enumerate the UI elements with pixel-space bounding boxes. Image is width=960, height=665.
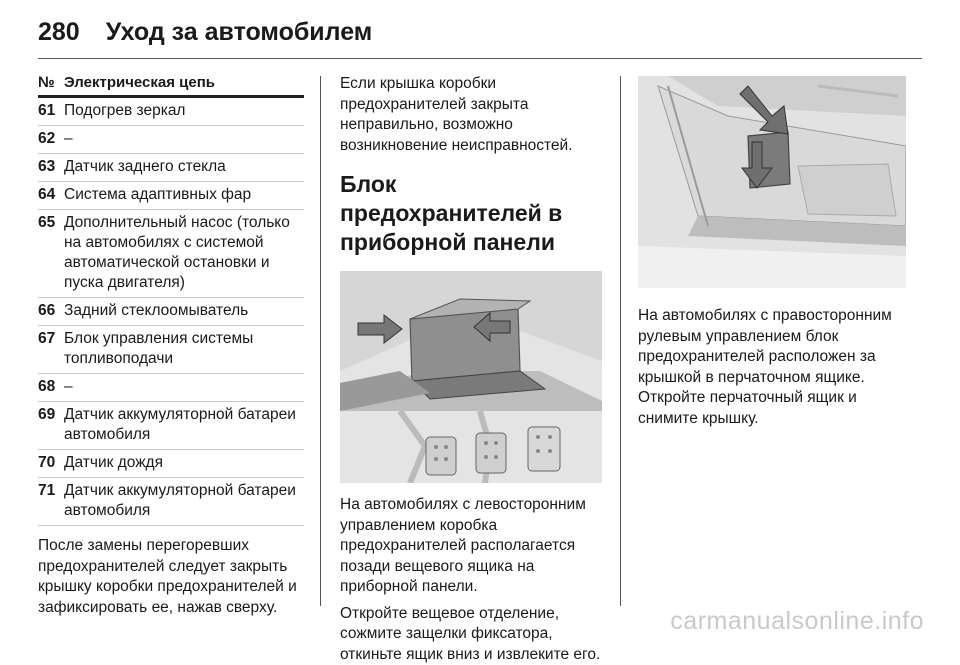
column-left [38,74,304,618]
section-heading: Блок предохранителей в приборной панели [340,170,602,257]
circuit-name: Датчик аккумуляторной батареи автомобиля [64,481,304,521]
page-number: 280 [38,18,80,47]
table-row [38,374,304,402]
circuit-name: Датчик дождя [64,453,304,473]
table-header-circuit: Электрическая цепь [64,74,215,91]
warning-paragraph: Если крышка коробки предохранителей закрыта неправильно, возможно возникновение неисправностей. [340,74,602,156]
table-row [38,298,304,326]
fuse-number: 67 [38,329,64,369]
lhd-fuse-box-illustration [340,271,602,483]
fuse-number: 69 [38,405,64,445]
circuit-name: Датчик заднего стекла [64,157,304,177]
table-row [38,126,304,154]
glovebox-drawing [638,76,906,288]
fuse-number: 66 [38,301,64,321]
table-row [38,478,304,526]
circuit-name: Дополнительный насос (только на автомобилях с системой автоматической остановки и пуска двигателя) [64,213,304,293]
column-middle [340,74,602,665]
column-divider [320,76,321,606]
fuse-number: 65 [38,213,64,293]
rhd-fuse-box-illustration [638,76,906,288]
column-right [638,76,906,429]
fuse-number: 64 [38,185,64,205]
header-divider [38,58,922,59]
table-header-number: № [38,74,64,91]
fuse-table-body [38,98,304,526]
fuse-number: 70 [38,453,64,473]
table-row [38,154,304,182]
table-row [38,450,304,478]
rhd-description: На автомобилях с правосторонним рулевым управлением блок предохранителей расположен за крышкой в перчаточном ящике. Откройте перчаточный ящик и снимите крышку. [638,306,906,429]
circuit-name: Датчик аккумуляторной батареи автомобиля [64,405,304,445]
fuse-number: 62 [38,129,64,149]
table-row [38,326,304,374]
circuit-name: Система адаптивных фар [64,185,304,205]
table-row [38,402,304,450]
dashboard-drawing [340,271,602,483]
circuit-name: Блок управления системы топливоподачи [64,329,304,369]
watermark: carmanualsonline.info [670,607,924,636]
fuse-number: 68 [38,377,64,397]
circuit-name: – [64,129,304,149]
fuse-table-header [38,74,304,98]
table-row [38,182,304,210]
fuse-number: 63 [38,157,64,177]
closing-instruction: После замены перегоревших предохранителей следует закрыть крышку коробки предохранителей и зафиксировать ее, нажав сверху. [38,536,304,618]
page-title: Уход за автомобилем [106,18,373,47]
removal-instruction: Откройте вещевое отделение, сожмите защелки фиксатора, откиньте ящик вниз и извлеките его. [340,604,602,665]
fuse-number: 71 [38,481,64,521]
circuit-name: Задний стеклоомыватель [64,301,304,321]
table-row [38,98,304,126]
fuse-number: 61 [38,101,64,121]
page-header [38,12,372,52]
circuit-name: Подогрев зеркал [64,101,304,121]
lhd-description: На автомобилях с левосторонним управлением коробка предохранителей располагается позади вещевого ящика на приборной панели. [340,495,602,598]
table-row [38,210,304,298]
column-divider [620,76,621,606]
circuit-name: – [64,377,304,397]
